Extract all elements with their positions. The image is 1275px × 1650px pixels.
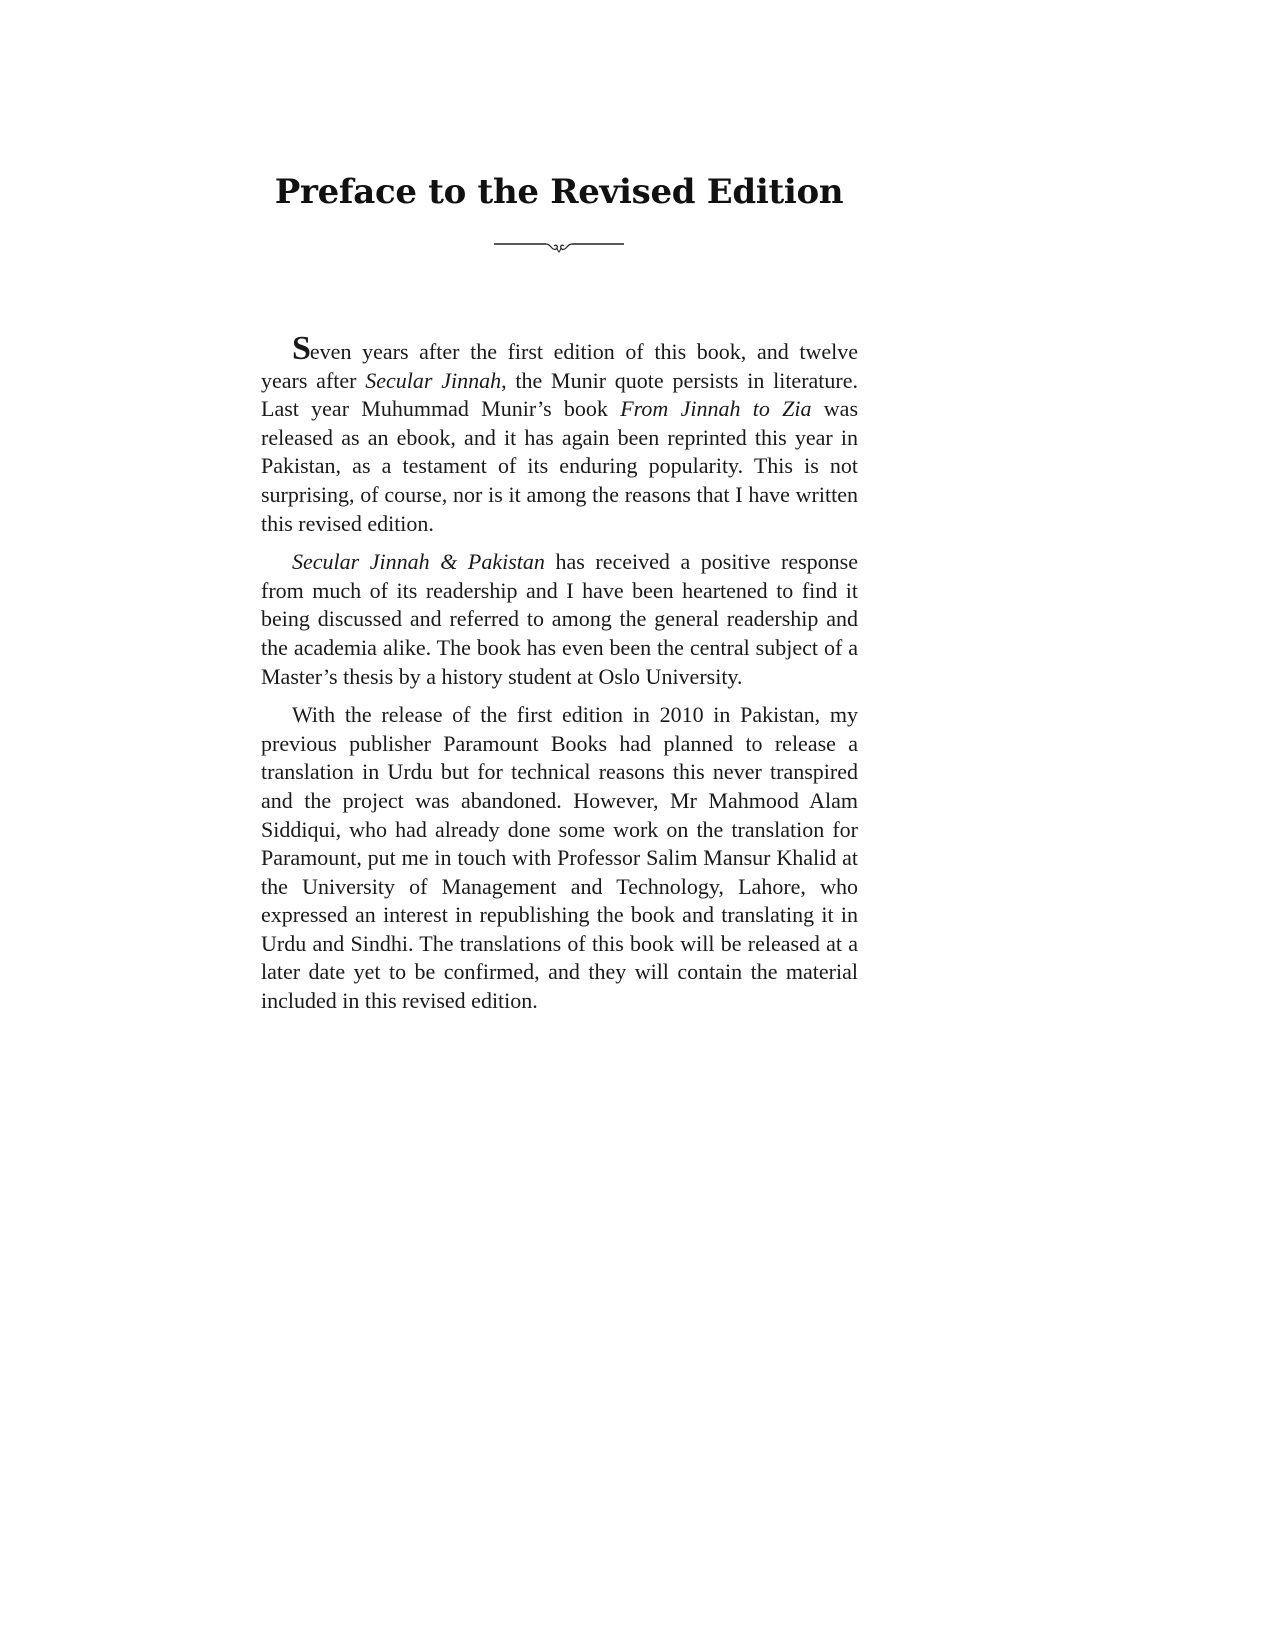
italic-title: Secular Jinnah	[365, 367, 502, 393]
text-run: With the release of the first edition in 2010 in Pakistan, my previous publisher Paramount Books had planned to release a translation in Urdu but for technical reasons this never transpired and the project was abandoned. However, Mr Mahmood Alam Siddiqui, who had already done some work on the translation for Paramount, put me in touch with Professor Salim Mansur Khalid at the University of Management and Technology, Lahore, who expressed an interest in republishing the book and translating it in Urdu and Sindhi. The translations of this book will be released at a later date yet to be confirmed, and they will contain the material included in this revised edition.	[261, 702, 858, 1014]
ornamental-divider-icon	[494, 238, 624, 254]
text-run: was released as an ebook, and it has again been reprinted this year in Pakistan, as a testament of its enduring popularity. This is not surprising, of course, nor is it among the reasons that I have written this revised edition.	[261, 396, 859, 536]
drop-cap: S	[292, 330, 310, 367]
page-title: Preface to the Revised Edition	[274, 172, 844, 212]
text-run: even years after the first edition of this book, and twelve years after	[261, 339, 858, 393]
text-run: has received a positive response from much of its readership and I have been heartened to find it being discussed and referred to among the general readership and the academia alike. The book has even been the central subject of a Master’s thesis by a history student at Oslo University.	[261, 549, 858, 689]
italic-title: From Jinnah to Zia	[620, 396, 812, 422]
preface-body	[261, 330, 859, 1026]
text-run: , the Munir quote persists in literature. Last year Muhummad Munir’s book	[261, 367, 858, 422]
paragraph	[261, 548, 858, 691]
paragraph	[261, 330, 859, 538]
italic-title: Secular Jinnah & Pakistan	[292, 549, 545, 575]
paragraph	[261, 701, 858, 1016]
